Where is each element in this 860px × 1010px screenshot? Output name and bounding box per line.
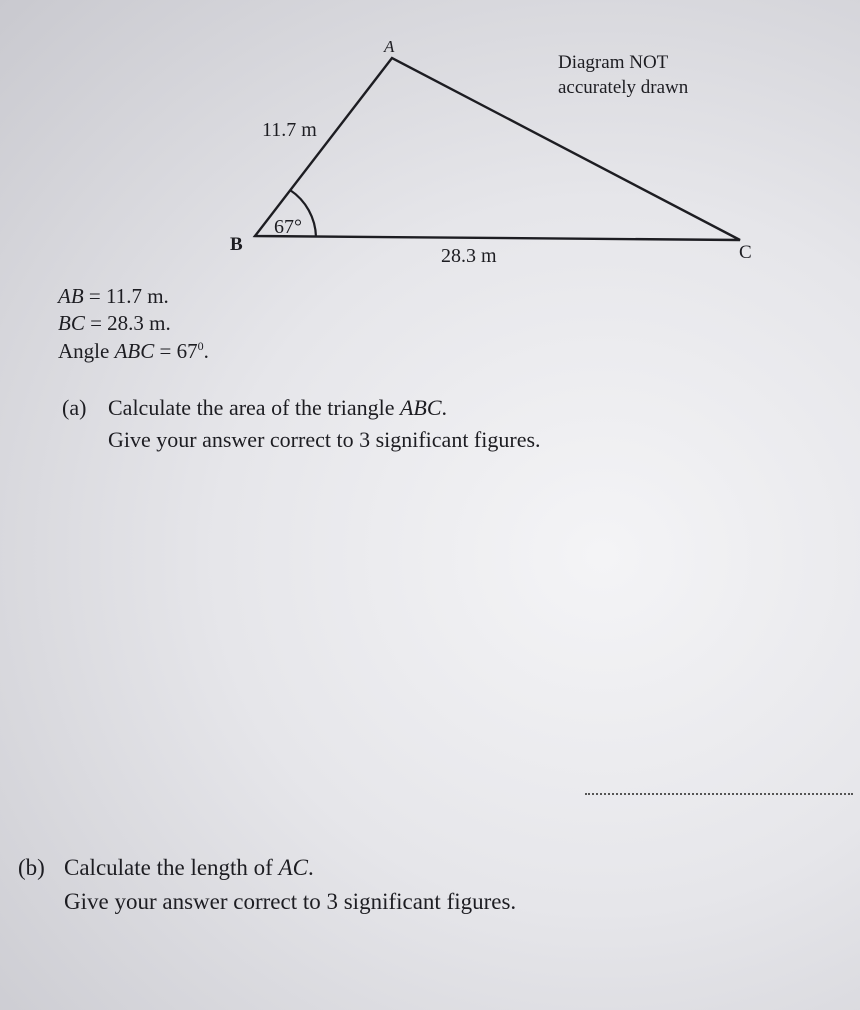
- given-angle: [58, 339, 209, 364]
- given-bc-value: = 28.3 m.: [90, 311, 171, 335]
- answer-line-a[interactable]: [585, 793, 853, 795]
- part-a-line2: Give your answer correct to 3 significant figures.: [108, 427, 541, 452]
- vertex-label-a: A: [384, 37, 395, 56]
- vertex-label-b: B: [230, 234, 243, 255]
- part-a-marker: (a): [62, 395, 87, 420]
- triangle-diagram: [0, 0, 860, 280]
- part-b-line2: Give your answer correct to 3 significant figures.: [64, 889, 517, 914]
- given-angle-label: ABC: [114, 339, 155, 363]
- part-b-line1: [64, 855, 314, 881]
- angle-b-label: 67°: [274, 216, 302, 238]
- part-a-line1: [108, 395, 447, 421]
- given-ab-label: AB: [58, 284, 84, 308]
- part-b-end: .: [307, 855, 314, 880]
- given-angle-value: = 67: [159, 339, 198, 363]
- diagram-note-line2: accurately drawn: [558, 77, 689, 98]
- part-b-marker: (b): [18, 855, 45, 880]
- part-a-text: Calculate the area of the triangle: [108, 395, 400, 420]
- part-a-end: .: [441, 395, 448, 420]
- given-angle-prefix: Angle: [58, 339, 110, 363]
- diagram-note-line1: Diagram NOT: [558, 52, 669, 73]
- vertex-label-c: C: [739, 242, 752, 263]
- given-angle-degree: 0: [197, 339, 204, 353]
- side-bc-label: 28.3 m: [441, 245, 497, 267]
- given-bc: [58, 311, 171, 336]
- given-bc-label: BC: [58, 311, 85, 335]
- part-a-variable: ABC: [399, 395, 442, 420]
- part-b-text: Calculate the length of: [64, 855, 279, 880]
- given-ab-value: = 11.7 m.: [88, 284, 169, 308]
- given-ab: [58, 284, 169, 309]
- given-angle-end: .: [203, 339, 209, 363]
- part-b-variable: AC: [278, 855, 308, 880]
- side-ab-label: 11.7 m: [262, 119, 317, 141]
